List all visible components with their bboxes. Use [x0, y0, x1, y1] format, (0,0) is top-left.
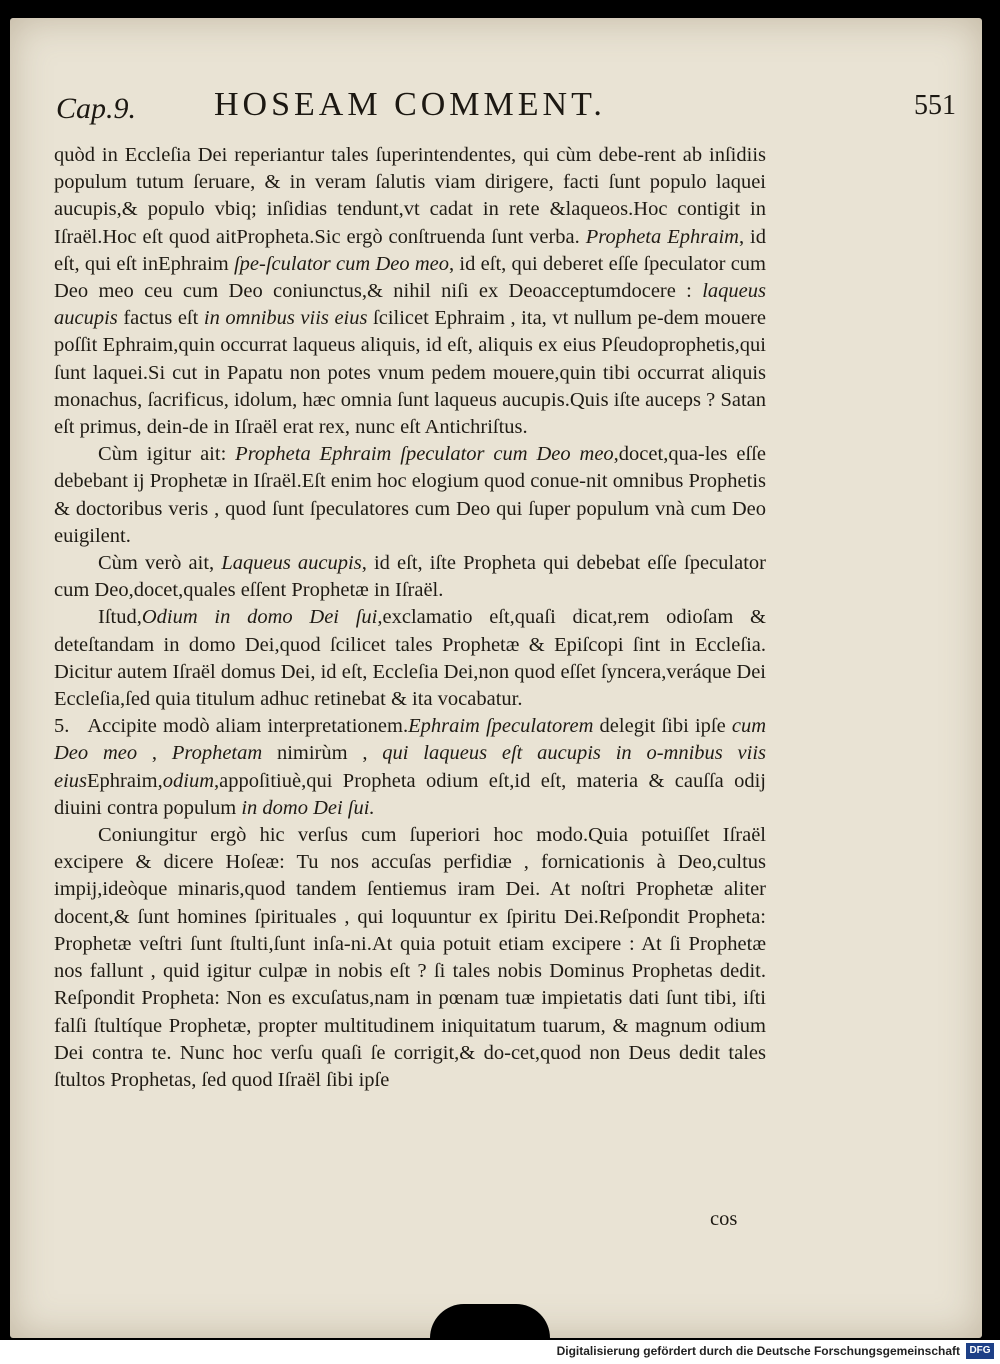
italic-run: in omnibus viis eius: [203, 307, 368, 330]
italic-run: Ephraim ſpeculatorem: [408, 715, 594, 738]
running-head: HOSEAM COMMENT.: [214, 86, 606, 123]
section-number: 5.: [54, 715, 70, 738]
paragraph: [54, 142, 766, 441]
body-text: [54, 142, 766, 1094]
catchword: cos: [710, 1208, 738, 1230]
chapter-label: Cap.9.: [56, 92, 137, 125]
italic-run: cum Deo meo: [54, 715, 767, 765]
italic-run: Odium in domo Dei ſui: [141, 606, 378, 629]
text-run: , id eſt, qui deberet eſſe ſpeculator cum Deo meo ceu cum Deo coniunctus,& nihil niſi ex Deoacceptumdocere :: [54, 252, 767, 303]
text-run: ,: [137, 742, 172, 765]
text-run: Iſtud,: [98, 606, 142, 629]
text-run: , id eſt, qui eſt inEphraim: [54, 225, 766, 275]
text-run: delegit ſibi ipſe: [593, 715, 732, 738]
text-run: factus eſt: [117, 307, 204, 330]
paragraph: [54, 822, 766, 1094]
page-number: 551: [914, 90, 956, 121]
text-run: ,appoſitiuè,qui Propheta odium eſt,id eſt, materia & cauſſa odij diuini contra populum: [54, 769, 766, 819]
text-run: , id eſt, iſte Propheta qui debebat eſſe ſpeculator cum Deo,docet,quales eſſent Prophetæ in Iſraël.: [54, 552, 766, 602]
text-run: Cùm igitur ait:: [98, 443, 236, 466]
text-run: Coniungitur ergò hic verſus cum ſuperiori hoc modo.Quia potuiſſet Iſraël excipere & dicere Hoſeæ: Tu nos accuſas perfidiæ , fornicationis à Deo,cultus impij,ideòque minaris,quod tandem ſentiemus iram Dei. At noſtri Prophetæ aliter docent,& ſunt homines ſpirituales , qui loquuntur ex ſpiritu Dei.Reſpondit Propheta: Prophetæ veſtri ſunt ſtulti,ſunt inſa-ni.At quia potuit etiam excipere : At ſi Prophetæ nos fallunt , quid igitur culpæ in nobis eſt ? ſi tales nobis Dominus Prophetas dedit. Reſpondit Propheta: Non es excuſatus,nam in pœnam tuæ impietatis dati ſunt tibi, iſti falſi ſtultíque Prophetæ, propter multitudinem iniquitatum tuarum, & magnum odium Dei contra te. Nunc hoc verſu quaſi ſe corrigit,& do-cet,quod non Deus dedit tales ſtultos Prophetas, ſed quod Iſraël ſibi ipſe: [54, 824, 766, 1091]
italic-run: Propheta Ephraim: [585, 225, 739, 248]
page-header: [56, 86, 956, 130]
italic-run: Prophetam: [171, 742, 263, 765]
funding-credit: Digitalisierung gefördert durch die Deutsche Forschungsgemeinschaft: [556, 1344, 960, 1358]
text-run: nimirùm ,: [262, 742, 383, 765]
paragraph: [54, 713, 766, 822]
paragraph: [54, 441, 766, 550]
italic-run: qui laqueus eſt aucupis in o-mnibus viis eius: [54, 742, 767, 792]
paragraph: [54, 604, 766, 713]
text-run: quòd in Eccleſia Dei reperiantur tales ſuperintendentes, qui cùm debe-rent ab inſidiis populum tutum ſeruare, & in veram ſalutis viam dirigere, facti ſunt populo laquei aucupis,& populo vbiq; inſidias tendunt,vt cadat in rete &laqueos.Hoc contigit in Iſraël.Hoc eſt quod aitPropheta.Sic ergò conſtruenda ſunt verba.: [54, 144, 766, 248]
digitization-footer: [0, 1340, 1000, 1364]
italic-run: Propheta Ephraim ſpeculator cum Deo meo: [235, 443, 614, 466]
italic-run: laqueus aucupis: [54, 280, 766, 330]
text-run: ,docet,qua-les eſſe debebant ij Prophetæ in Iſraël.Eſt enim hoc elogium quod conue-nit omnibus Prophetis & doctoribus veris , quod ſunt ſpeculatores cum Deo qui ſuper populum vnà cum Deo euigilent.: [54, 443, 766, 547]
italic-run: odium: [162, 769, 214, 792]
text-run: ,exclamatio eſt,quaſi dicat,rem odioſam & deteſtandam in domo Dei,quod ſcilicet tales Prophetæ & Epiſcopi ſint in Eccleſia. Dicitur autem Iſraël domus Dei, id eſt, Eccleſia Dei,non quod eſſet ſyncera,veráque Dei Eccleſia,ſed quia titulum adhuc retinebat & ita vocabatur.: [54, 606, 767, 711]
text-run: Ephraim,: [87, 769, 163, 792]
dfg-logo: DFG: [966, 1343, 994, 1359]
text-run: ſcilicet Ephraim , ita, vt nullum pe-dem mouere poſſit Ephraim,quin occurrat laqueus aliquis, id eſt, aliquis ex eius Pſeudoprophetis,qui ſunt laquei.Si cut in Papatu non potes vnum pedem mouere,quin tibi occurrat aliquis monachus, ſacrificus, idolum, hæc omnia ſunt laqueus aucupis.Quis iſte auceps ? Satan eſt primus, dein-de in Iſraël erat rex, nunc eſt Antichriſtus.: [54, 307, 766, 439]
book-page: [10, 18, 982, 1338]
paragraph: [54, 550, 766, 604]
italic-run: Laqueus aucupis: [221, 552, 362, 575]
italic-run: ſpe-ſculator cum Deo meo: [233, 252, 450, 275]
text-run: Accipite modò aliam interpretationem.: [87, 715, 409, 738]
text-run: Cùm verò ait,: [98, 552, 222, 575]
italic-run: in domo Dei ſui.: [241, 796, 375, 819]
